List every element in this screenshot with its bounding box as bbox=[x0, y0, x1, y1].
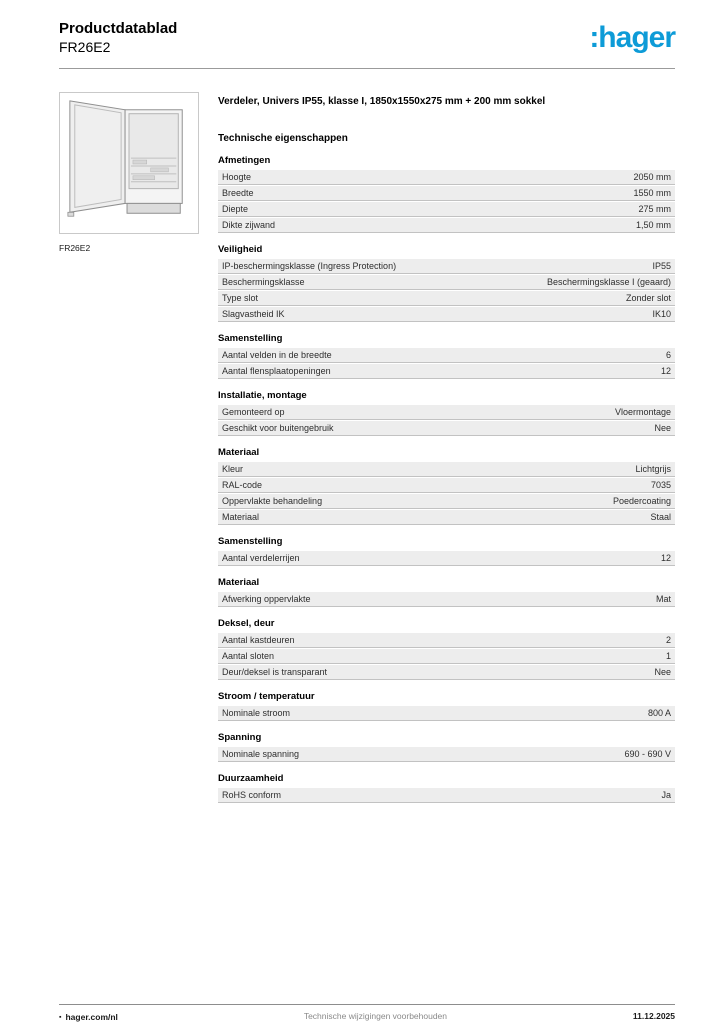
product-code: FR26E2 bbox=[59, 39, 111, 55]
spec-label: Deur/deksel is transparant bbox=[222, 667, 328, 677]
spec-label: Nominale spanning bbox=[222, 749, 300, 759]
section-title: Samenstelling bbox=[218, 333, 283, 344]
spec-value: Mat bbox=[655, 594, 671, 604]
spec-label: IP-beschermingsklasse (Ingress Protection) bbox=[222, 261, 397, 271]
spec-label: Dikte zijwand bbox=[222, 220, 276, 230]
spec-label: Beschermingsklasse bbox=[222, 277, 305, 287]
spec-value: 690 - 690 V bbox=[624, 749, 671, 759]
spec-row bbox=[218, 747, 675, 762]
spec-row bbox=[218, 275, 675, 290]
spec-label: Kleur bbox=[222, 464, 244, 474]
spec-value: 800 A bbox=[647, 708, 671, 718]
spec-value: 6 bbox=[665, 350, 671, 360]
square-bullet-icon: ▪ bbox=[59, 1013, 62, 1021]
product-image-column bbox=[59, 92, 199, 804]
spec-section bbox=[218, 773, 675, 803]
spec-row bbox=[218, 788, 675, 803]
spec-label: Aantal kastdeuren bbox=[222, 635, 295, 645]
spec-row bbox=[218, 259, 675, 274]
spec-row bbox=[218, 307, 675, 322]
spec-value: Beschermingsklasse I (geaard) bbox=[546, 277, 671, 287]
spec-label: Aantal verdelerrijen bbox=[222, 553, 300, 563]
product-image bbox=[59, 92, 199, 234]
product-image-caption: FR26E2 bbox=[59, 243, 91, 253]
product-description: Verdeler, Univers IP55, klasse I, 1850x1550x275 mm + 200 mm sokkel bbox=[218, 96, 546, 107]
spec-label: Materiaal bbox=[222, 512, 260, 522]
document-title: Productdatablad bbox=[59, 20, 178, 37]
spec-column bbox=[218, 92, 675, 804]
spec-label: Afwerking oppervlakte bbox=[222, 594, 311, 604]
spec-label: RAL-code bbox=[222, 480, 263, 490]
spec-value: Lichtgrijs bbox=[635, 464, 671, 474]
spec-value: 12 bbox=[660, 553, 671, 563]
section-title: Spanning bbox=[218, 732, 262, 743]
spec-row bbox=[218, 706, 675, 721]
spec-section bbox=[218, 333, 675, 379]
spec-value: Nee bbox=[654, 667, 671, 677]
spec-value: 275 mm bbox=[638, 204, 671, 214]
spec-section bbox=[218, 732, 675, 762]
spec-label: Aantal velden in de breedte bbox=[222, 350, 332, 360]
spec-value: 1550 mm bbox=[633, 188, 671, 198]
spec-label: Nominale stroom bbox=[222, 708, 291, 718]
spec-label: Geschikt voor buitengebruik bbox=[222, 423, 334, 433]
spec-row bbox=[218, 348, 675, 363]
spec-row bbox=[218, 170, 675, 185]
spec-row bbox=[218, 494, 675, 509]
spec-label: RoHS conform bbox=[222, 790, 282, 800]
spec-row bbox=[218, 291, 675, 306]
content-area bbox=[0, 92, 724, 804]
spec-row bbox=[218, 462, 675, 477]
spec-row bbox=[218, 478, 675, 493]
spec-value: 1,50 mm bbox=[635, 220, 671, 230]
spec-row bbox=[218, 186, 675, 201]
spec-section bbox=[218, 536, 675, 566]
hager-logo: :hager bbox=[589, 21, 675, 54]
spec-value: Vloermontage bbox=[614, 407, 671, 417]
specs-heading: Technische eigenschappen bbox=[218, 133, 348, 144]
spec-label: Slagvastheid IK bbox=[222, 309, 285, 319]
spec-label: Breedte bbox=[222, 188, 254, 198]
spec-row bbox=[218, 633, 675, 648]
spec-row bbox=[218, 202, 675, 217]
header-divider bbox=[59, 68, 675, 69]
spec-section bbox=[218, 447, 675, 525]
spec-value: 2050 mm bbox=[633, 172, 671, 182]
spec-value: 12 bbox=[660, 366, 671, 376]
spec-value: Nee bbox=[654, 423, 671, 433]
page-footer bbox=[59, 1004, 675, 1023]
spec-label: Type slot bbox=[222, 293, 259, 303]
spec-row bbox=[218, 218, 675, 233]
spec-row bbox=[218, 665, 675, 680]
section-title: Afmetingen bbox=[218, 155, 271, 166]
spec-section bbox=[218, 390, 675, 436]
spec-value: IP55 bbox=[652, 261, 671, 271]
footer-note: Technische wijzigingen voorbehouden bbox=[303, 1010, 448, 1021]
section-title: Materiaal bbox=[218, 447, 260, 458]
spec-value: Staal bbox=[650, 512, 671, 522]
spec-label: Diepte bbox=[222, 204, 249, 214]
spec-label: Aantal sloten bbox=[222, 651, 275, 661]
spec-label: Aantal flensplaatopeningen bbox=[222, 366, 331, 376]
spec-label: Hoogte bbox=[222, 172, 252, 182]
spec-section bbox=[218, 155, 675, 233]
spec-value: 1 bbox=[665, 651, 671, 661]
spec-row bbox=[218, 421, 675, 436]
section-title: Materiaal bbox=[218, 577, 260, 588]
header-titles bbox=[59, 20, 177, 56]
section-title: Installatie, montage bbox=[218, 390, 307, 401]
spec-label: Gemonteerd op bbox=[222, 407, 285, 417]
spec-label: Oppervlakte behandeling bbox=[222, 496, 323, 506]
spec-value: IK10 bbox=[652, 309, 671, 319]
spec-row bbox=[218, 364, 675, 379]
spec-row bbox=[218, 592, 675, 607]
spec-sections bbox=[218, 155, 675, 803]
spec-section bbox=[218, 691, 675, 721]
spec-row bbox=[218, 551, 675, 566]
spec-section bbox=[218, 244, 675, 322]
spec-section bbox=[218, 618, 675, 680]
section-title: Stroom / temperatuur bbox=[218, 691, 315, 702]
spec-value: Poedercoating bbox=[612, 496, 671, 506]
footer-website-label: hager.com/nl bbox=[65, 1012, 118, 1022]
footer-website-link[interactable] bbox=[59, 1012, 118, 1022]
spec-row bbox=[218, 649, 675, 664]
spec-value: Zonder slot bbox=[625, 293, 671, 303]
section-title: Deksel, deur bbox=[218, 618, 275, 629]
section-title: Veiligheid bbox=[218, 244, 263, 255]
spec-value: 7035 bbox=[650, 480, 671, 490]
cabinet-drawing bbox=[60, 93, 198, 233]
page-header bbox=[0, 0, 724, 56]
spec-section bbox=[218, 577, 675, 607]
spec-row bbox=[218, 510, 675, 525]
spec-row bbox=[218, 405, 675, 420]
section-title: Samenstelling bbox=[218, 536, 283, 547]
spec-value: Ja bbox=[661, 790, 671, 800]
spec-value: 2 bbox=[665, 635, 671, 645]
footer-date: 11.12.2025 bbox=[632, 1010, 675, 1021]
section-title: Duurzaamheid bbox=[218, 773, 284, 784]
